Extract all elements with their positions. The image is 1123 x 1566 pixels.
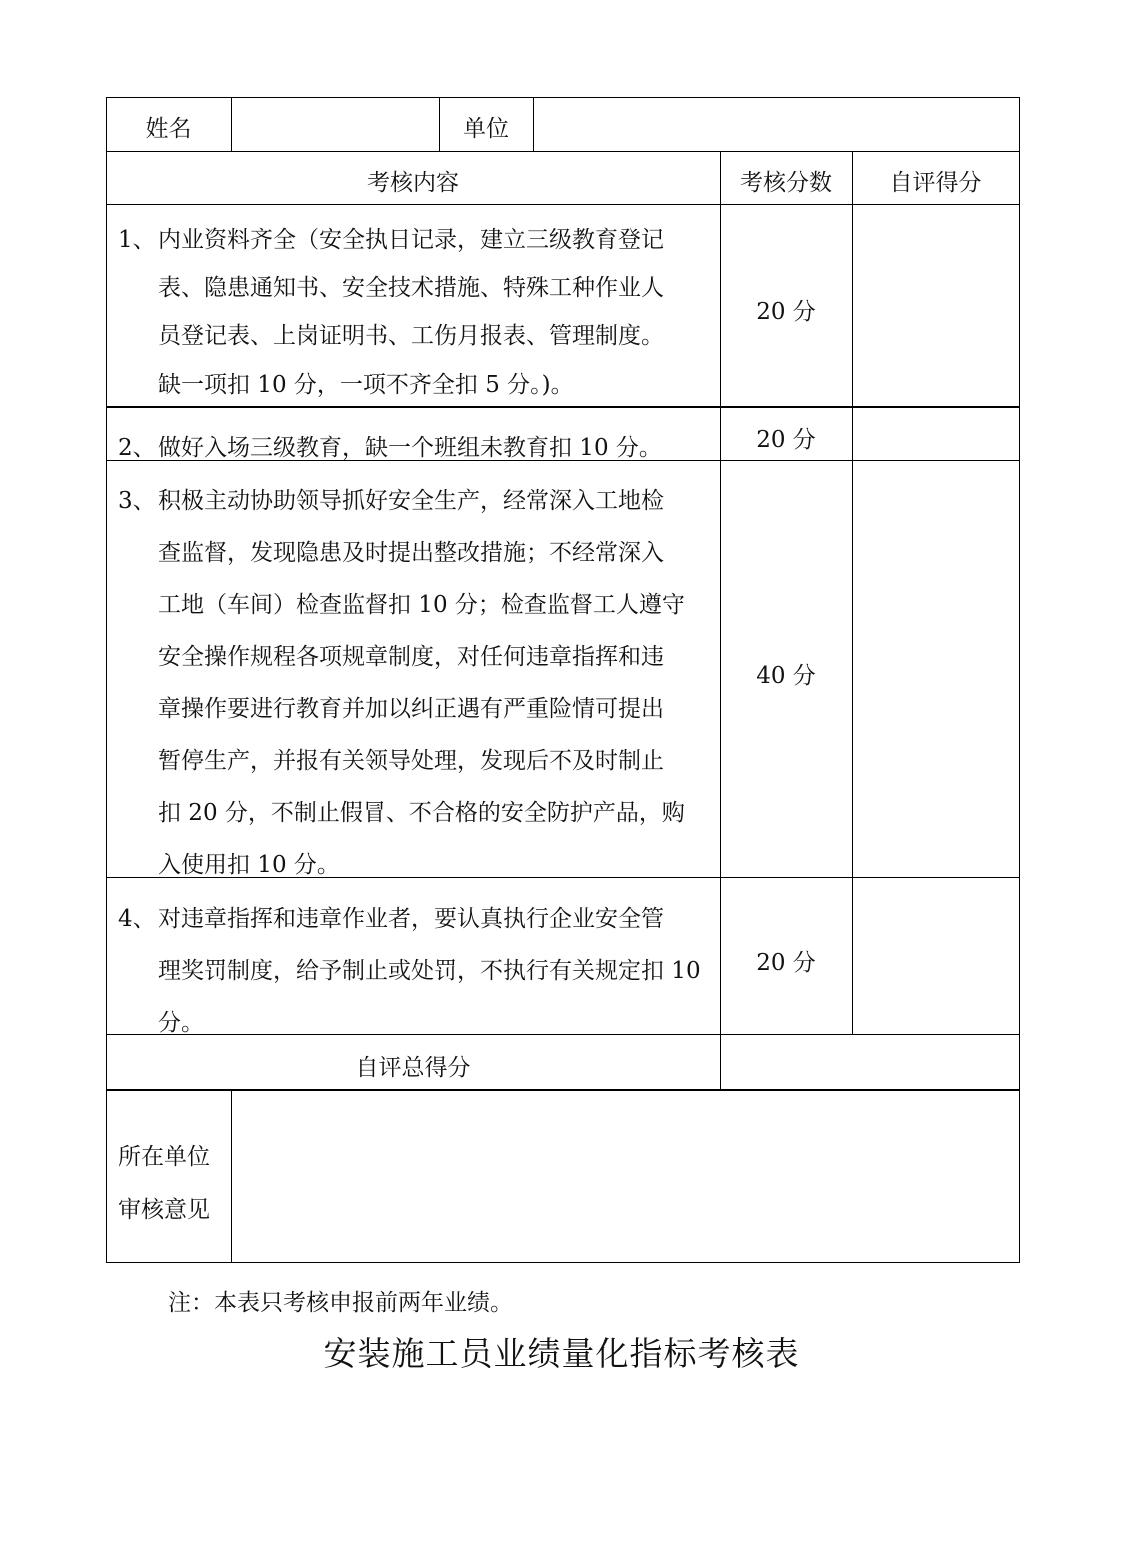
item-text-line: 查监督，发现隐患及时提出整改措施；不经常深入 <box>158 540 664 566</box>
document-title: 安装施工员业绩量化指标考核表 <box>323 1334 800 1373</box>
item-1-points: 20 分 <box>756 299 816 325</box>
item-text-line: 积极主动协助领导抓好安全生产，经常深入工地检 <box>158 488 664 514</box>
item-text-line: 工地（车间）检查监督扣 10 分；检查监督工人遵守 <box>158 592 685 618</box>
item-text-line: 安全操作规程各项规章制度，对任何违章指挥和违 <box>158 644 664 670</box>
unit-label: 单位 <box>463 116 509 142</box>
item-number: 4、 <box>118 906 156 932</box>
review-label-line-1: 所在单位 <box>118 1144 210 1170</box>
item-number: 3、 <box>118 488 156 514</box>
item-text-line: 缺一项扣 10 分，一项不齐全扣 5 分。)。 <box>158 372 574 398</box>
item-text-line: 暂停生产，并报有关领导处理，发现后不及时制止 <box>158 748 664 774</box>
item-4-points: 20 分 <box>756 950 816 976</box>
item-number: 1、 <box>118 227 156 253</box>
item-2-points: 20 分 <box>756 427 816 453</box>
item-text-line: 对违章指挥和违章作业者，要认真执行企业安全管 <box>158 906 664 932</box>
column-header-content: 考核内容 <box>367 170 459 196</box>
item-text-line: 分。 <box>158 1010 204 1036</box>
item-text-line: 入使用扣 10 分。 <box>158 852 340 878</box>
column-header-self-score: 自评得分 <box>889 170 982 196</box>
assessment-form-table <box>106 97 1020 1263</box>
item-text-line: 做好入场三级教育，缺一个班组未教育扣 10 分。 <box>158 435 662 461</box>
item-text-line: 理奖罚制度，给予制止或处罚，不执行有关规定扣 10 <box>158 958 701 984</box>
item-text-line: 员登记表、上岗证明书、工伤月报表、管理制度。 <box>158 323 664 349</box>
item-text-line: 章操作要进行教育并加以纠正遇有严重险情可提出 <box>158 696 664 722</box>
item-text-line: 表、隐患通知书、安全技术措施、特殊工种作业人 <box>158 275 664 301</box>
name-label: 姓名 <box>145 116 192 142</box>
column-header-points: 考核分数 <box>740 170 832 196</box>
item-number: 2、 <box>118 435 156 461</box>
total-score-label: 自评总得分 <box>355 1055 471 1081</box>
footnote: 注：本表只考核申报前两年业绩。 <box>168 1290 513 1316</box>
item-text-line: 内业资料齐全（安全执日记录，建立三级教育登记 <box>158 227 664 253</box>
review-label-line-2: 审核意见 <box>118 1197 210 1223</box>
item-text-line: 扣 20 分，不制止假冒、不合格的安全防护产品，购 <box>158 800 685 826</box>
item-3-points: 40 分 <box>756 663 816 689</box>
